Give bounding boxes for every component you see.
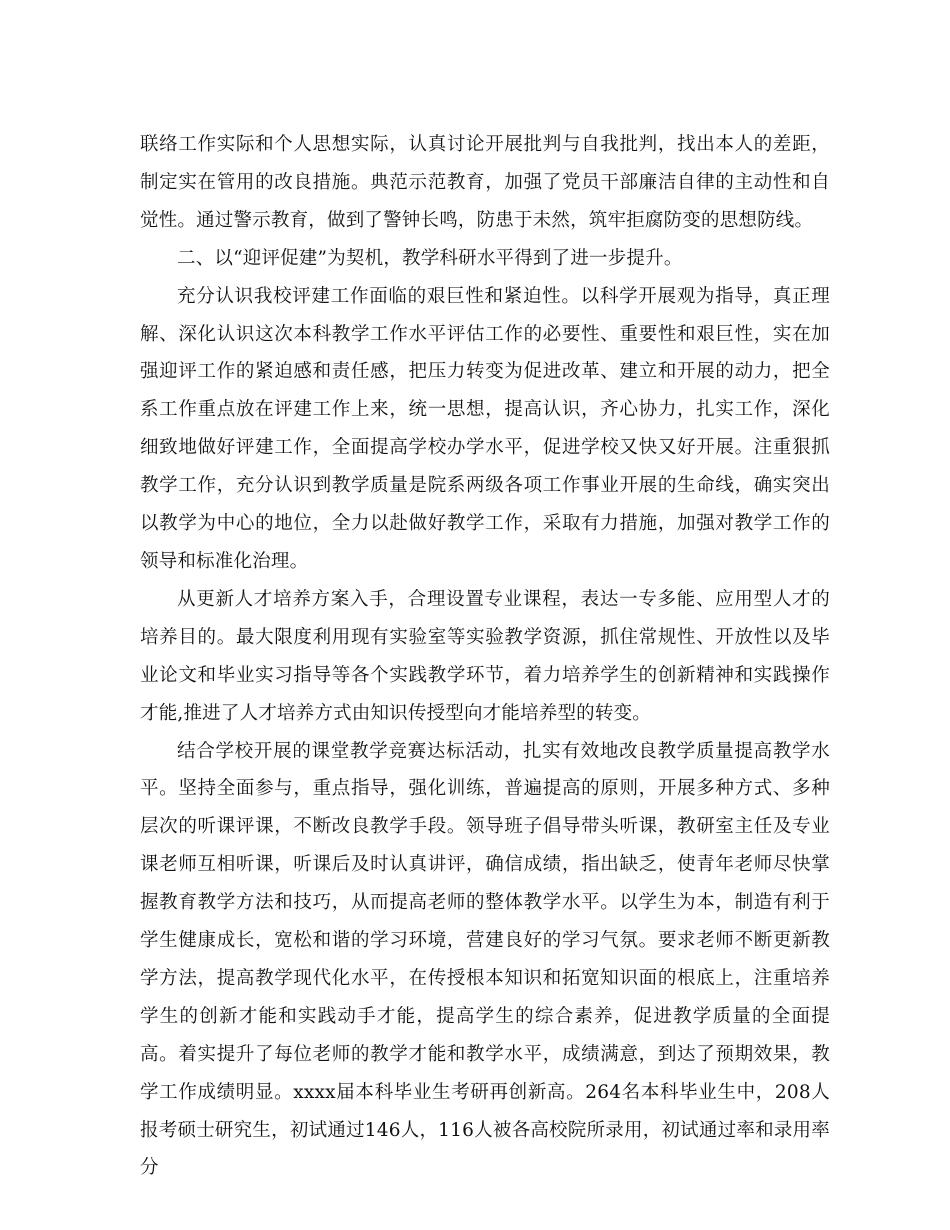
paragraph-4: 从更新人才培养方案入手，合理设置专业课程，表达一专多能、应用型人才的培养目的。最大限度利用现有实验室等实验教学资源，抓住常规性、开放性以及毕业论文和毕业实习指导等各个实践教学环节，着力培养学生的创新精神和实践操作才能,推进了人才培养方式由知识传授型向才能培养型的转变。: [140, 588, 830, 724]
paragraph-2-heading: 二、以“迎评促建”为契机，教学科研水平得到了进一步提升。: [177, 247, 683, 269]
paragraph-1: 联络工作实际和个人思想实际，认真讨论开展批判与自我批判，找出本人的差距，制定实在管用的改良措施。典范示范教育，加强了党员干部廉洁自律的主动性和自觉性。通过警示教育，做到了警钟长鸣，防患于未然，筑牢拒腐防变的思想防线。: [140, 134, 830, 231]
paragraph-3: 充分认识我校评建工作面临的艰巨性和紧迫性。以科学开展观为指导，真正理解、深化认识这次本科教学工作水平评估工作的必要性、重要性和艰巨性，实在加强迎评工作的紧迫感和责任感，把压力转变为促进改革、建立和开展的动力，把全系工作重点放在评建工作上来，统一思想，提高认识，齐心协力，扎实工作，深化细致地做好评建工作，全面提高学校办学水平，促进学校又快又好开展。注重狠抓教学工作，充分认识到教学质量是院系两级各项工作事业开展的生命线，确实突出以教学为中心的地位，全力以赴做好教学工作，采取有力措施，加强对教学工作的领导和标准化治理。: [140, 285, 830, 572]
paragraph-5: 结合学校开展的课堂教学竞赛达标活动，扎实有效地改良教学质量提高教学水平。坚持全面参与，重点指导，强化训练，普遍提高的原则，开展多种方式、多种层次的听课评课，不断改良教学手段。领导班子倡导带头听课，教研室主任及专业课老师互相听课，听课后及时认真讲评，确信成绩，指出缺乏，使青年老师尽快掌握教育教学方法和技巧，从而提高老师的整体教学水平。以学生为本，制造有利于学生健康成长，宽松和谐的学习环境，营建良好的学习气氛。要求老师不断更新教学方法，提高教学现代化水平，在传授根本知识和拓宽知识面的根底上，注重培养学生的创新才能和实践动手才能，提高学生的综合素养，促进教学质量的全面提高。着实提升了每位老师的教学才能和教学水平，成绩满意，到达了预期效果，教学工作成绩明显。xxxx届本科毕业生考研再创新高。264名本科毕业生中，208人报考硕士研究生，初试通过146人，116人被各高校院所录用，初试通过率和录用率分: [140, 740, 830, 1179]
document-body: [140, 126, 830, 1187]
